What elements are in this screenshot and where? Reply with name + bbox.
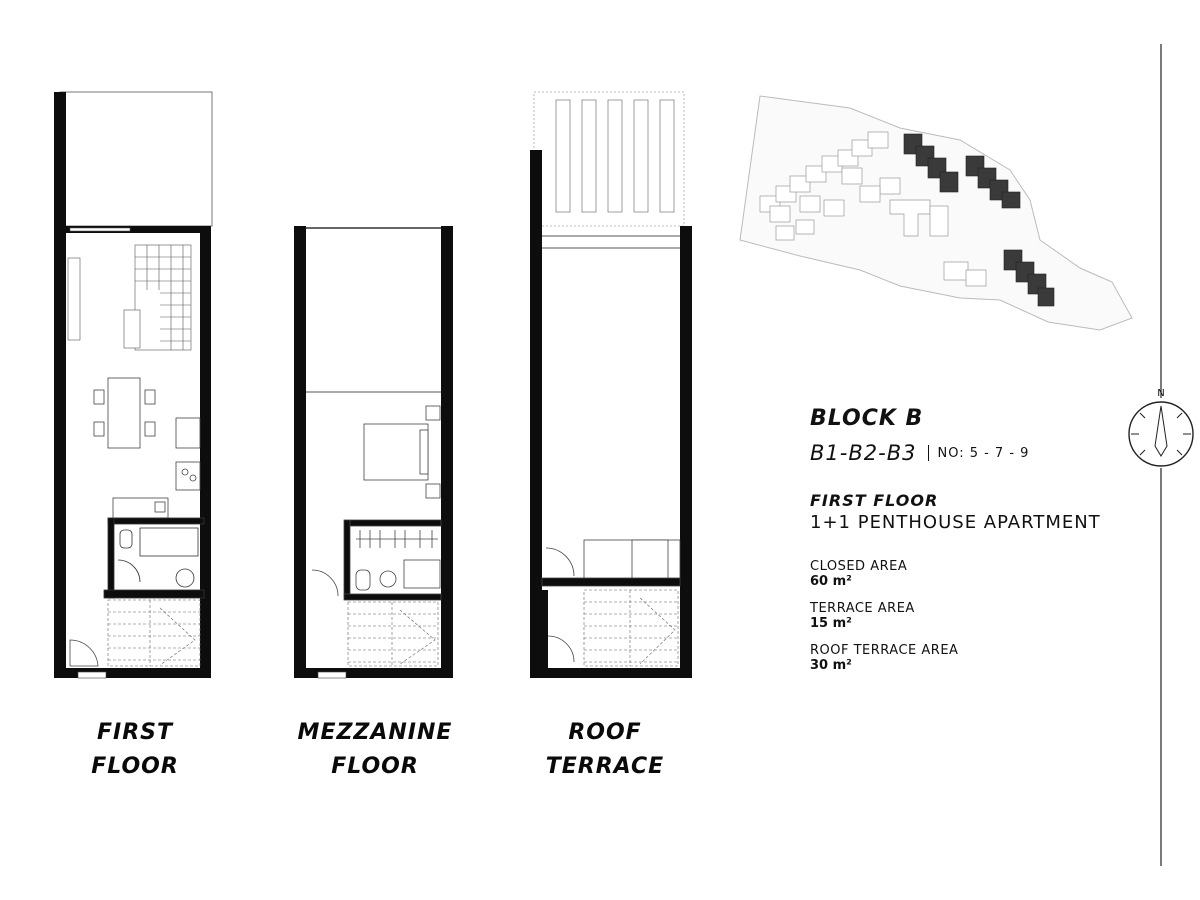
first-floor-dining-table bbox=[94, 378, 200, 518]
first-floor-entry-door bbox=[70, 640, 98, 666]
unit-codes: B1-B2-B3 bbox=[810, 441, 917, 465]
mezzanine-right-wall bbox=[441, 226, 453, 678]
roof-bottom-wall bbox=[530, 668, 692, 678]
first-floor-terrace bbox=[60, 92, 212, 226]
first-floor-stairs bbox=[108, 600, 200, 666]
roof-terrace-label: ROOF TERRACE bbox=[545, 720, 665, 779]
first-floor-label: FIRST FLOOR bbox=[91, 720, 179, 779]
terrace-area-label: TERRACE AREA bbox=[810, 601, 915, 616]
first-floor-terrace-wall bbox=[54, 92, 66, 232]
roof-terrace-plan bbox=[530, 92, 692, 678]
first-floor-window bbox=[70, 228, 130, 231]
roof-stair-enclosure bbox=[542, 540, 680, 586]
first-floor-left-wall bbox=[54, 226, 66, 678]
apartment-type: 1+1 PENTHOUSE APARTMENT bbox=[810, 512, 1101, 533]
mezzanine-wardrobe bbox=[312, 520, 441, 600]
block-title: BLOCK B bbox=[810, 406, 924, 431]
block-units-row bbox=[810, 441, 1150, 465]
first-floor-kitchen-counter bbox=[68, 245, 191, 350]
roof-terrace-area-block bbox=[810, 643, 1150, 673]
unit-numbers: NO: 5 - 7 - 9 bbox=[937, 445, 1030, 461]
first-floor-plan bbox=[54, 92, 212, 678]
mezzanine-stairs bbox=[348, 602, 438, 666]
first-floor-threshold bbox=[78, 672, 106, 678]
terrace-area-block bbox=[810, 601, 1150, 631]
roof-left-wall bbox=[530, 150, 542, 678]
first-floor-bottom-wall bbox=[54, 668, 211, 678]
units-separator bbox=[928, 445, 929, 461]
closed-area-block bbox=[810, 559, 1150, 589]
mezzanine-left-wall bbox=[294, 226, 306, 678]
site-plan bbox=[740, 96, 1132, 330]
roof-stairs bbox=[584, 590, 678, 666]
mezzanine-floor-label: MEZZANINE FLOOR bbox=[297, 720, 453, 779]
floor-title: FIRST FLOOR bbox=[810, 491, 939, 510]
compass-north-label: N bbox=[1157, 388, 1165, 399]
first-floor-right-wall bbox=[200, 226, 211, 678]
roof-pergola-slats bbox=[556, 100, 674, 212]
first-floor-bathroom bbox=[104, 518, 204, 598]
roof-terrace-area-label: ROOF TERRACE AREA bbox=[810, 643, 959, 658]
mezzanine-threshold bbox=[318, 672, 346, 678]
closed-area-value: 60 m² bbox=[810, 574, 852, 589]
mezzanine-floor-plan bbox=[294, 226, 453, 678]
mezzanine-bed bbox=[364, 406, 440, 498]
roof-door bbox=[548, 636, 574, 662]
roof-stair-wall bbox=[542, 590, 548, 670]
closed-area-label: CLOSED AREA bbox=[810, 559, 908, 574]
terrace-area-value: 15 m² bbox=[810, 616, 852, 631]
roof-terrace-area-value: 30 m² bbox=[810, 658, 852, 673]
block-info-panel bbox=[810, 406, 1150, 673]
roof-right-wall bbox=[680, 226, 692, 678]
